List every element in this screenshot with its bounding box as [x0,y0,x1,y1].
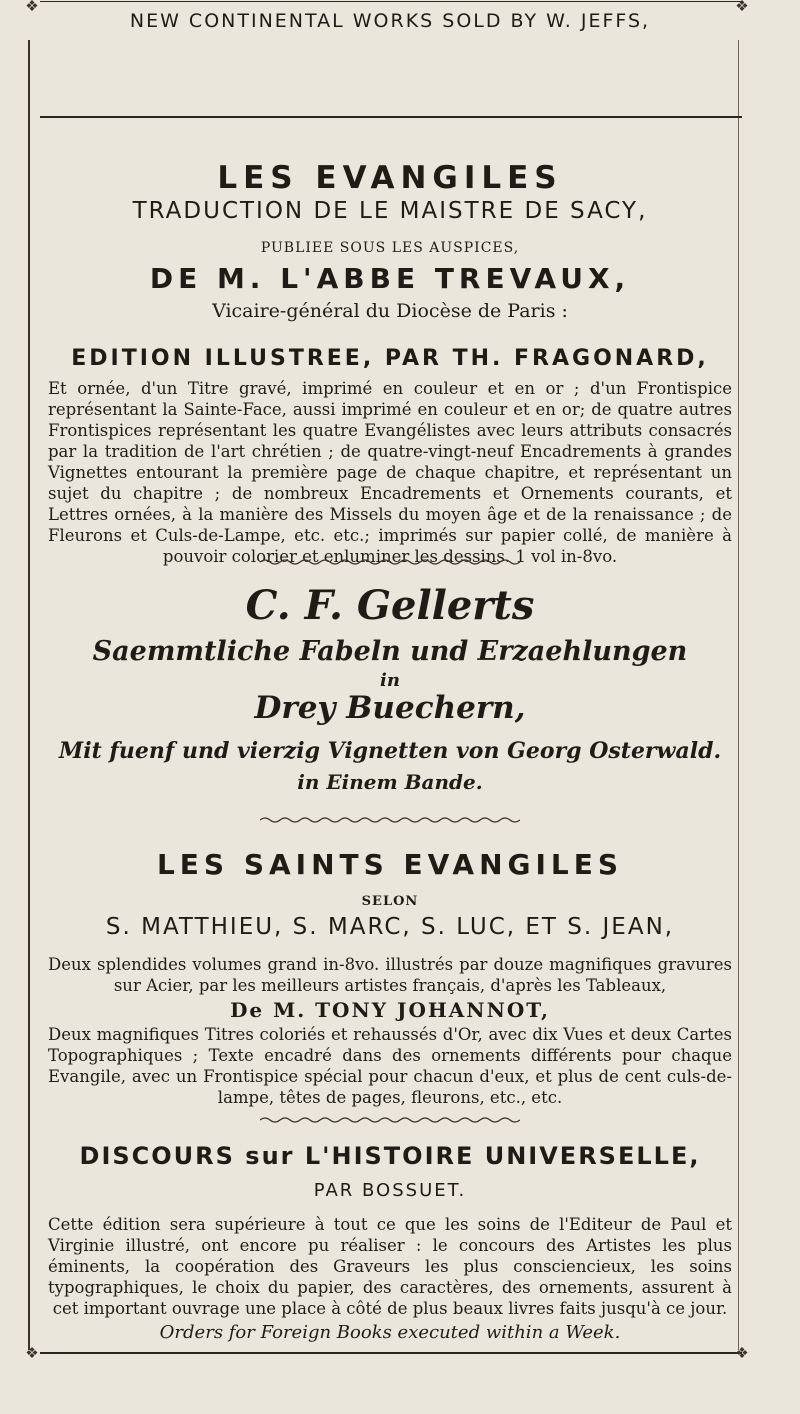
section3-para2: Deux magnifiques Titres coloriés et rehaussés d'Or, avec dix Vues et deux Cartes Topographiques ; Texte encadré dans des ornements différents pour chaque Evangile, avec un Frontispice spécial pour chacun d'eux, et plus de cent culs-de-lampe, têtes de pages, fleurons, etc., etc. [48,1025,732,1107]
corner-ornament-icon: ❖ [25,1344,39,1362]
section3-title: LES SAINTS EVANGILES [156,848,624,881]
corner-ornament-icon: ❖ [735,0,749,15]
section1-vicaire: Vicaire-général du Diocèse de Paris : [212,300,568,322]
section1-auspices: PUBLIEE SOUS LES AUSPICES, [260,240,520,256]
section1-subtitle: TRADUCTION DE LE MAISTRE DE SACY, [132,198,648,224]
section2-title: C. F. Gellerts [245,582,535,629]
left-border [28,40,30,1350]
page-header: NEW CONTINENTAL WORKS SOLD BY W. JEFFS, [129,10,651,32]
bottom-rule [40,1352,742,1354]
section2-subtitle: Saemmtliche Fabeln und Erzaehlungen [92,636,688,667]
section1-title: LES EVANGILES [217,160,563,196]
footer-note: Orders for Foreign Books executed within a Week. [159,1322,621,1343]
section2-in: in [380,670,400,691]
section1-edition: EDITION ILLUSTREE, PAR TH. FRAGONARD, [71,346,709,371]
corner-ornament-icon: ❖ [735,1344,749,1362]
section2-buechern: Drey Buechern, [254,690,526,726]
wavy-divider [260,816,520,824]
corner-ornament-icon: ❖ [25,0,39,15]
section4-par: PAR BOSSUET. [313,1180,467,1201]
top-rule [40,1,742,2]
wavy-divider [260,1116,520,1124]
section4-title: DISCOURS sur L'HISTOIRE UNIVERSELLE, [79,1142,701,1170]
section2-vignetten: Mit fuenf und vierzig Vignetten von Georg Osterwald. [58,738,722,764]
section1-body: Et ornée, d'un Titre gravé, imprimé en couleur et en or ; d'un Frontispice représentant la Sainte-Face, aussi imprimé en couleur et en or; de quatre autres Frontispices représentant les quatre Evangélistes avec leurs attributs consacrés par la tradition de l'art chrétien ; de quatre-vingt-neuf Encadrements à grandes Vignettes entourant la première page de chaque chapitre, et représentant un sujet du chapitre ; de nombreux Encadrements et Ornements courants, et Lettres ornées, à la manière des Missels du moyen âge et de la renaissance ; de Fleurons et Culs-de-Lampe, etc. etc.; imprimés sur papier collé, de manière à pouvoir colorier et enluminer les dessins. 1 vol in-8vo. [48,379,732,566]
section1-abbe: DE M. L'ABBE TREVAUX, [149,262,631,295]
section4-body: Cette édition sera supérieure à tout ce que les soins de l'Editeur de Paul et Virginie illustré, ont encore pu réaliser : le concours des Artistes les plus éminents, la coopération des Graveurs les plus consciencieux, les soins typographiques, le choix du papier, des caractères, des ornements, assurent à cet important ouvrage une place à côté de plus beaux livres faits jusqu'à ce jour. [48,1215,732,1318]
wavy-divider [260,558,520,566]
section3-selon: SELON [361,894,419,909]
header-rule [40,116,742,118]
section2-bande: in Einem Bande. [297,770,483,794]
section3-johannot: De M. TONY JOHANNOT, [230,998,550,1022]
right-border [738,40,739,1350]
section3-para1: Deux splendides volumes grand in-8vo. illustrés par douze magnifiques gravures sur Acier, par les meilleurs artistes français, d'après les Tableaux, [48,955,732,995]
section3-saints: S. MATTHIEU, S. MARC, S. LUC, ET S. JEAN, [105,914,675,940]
